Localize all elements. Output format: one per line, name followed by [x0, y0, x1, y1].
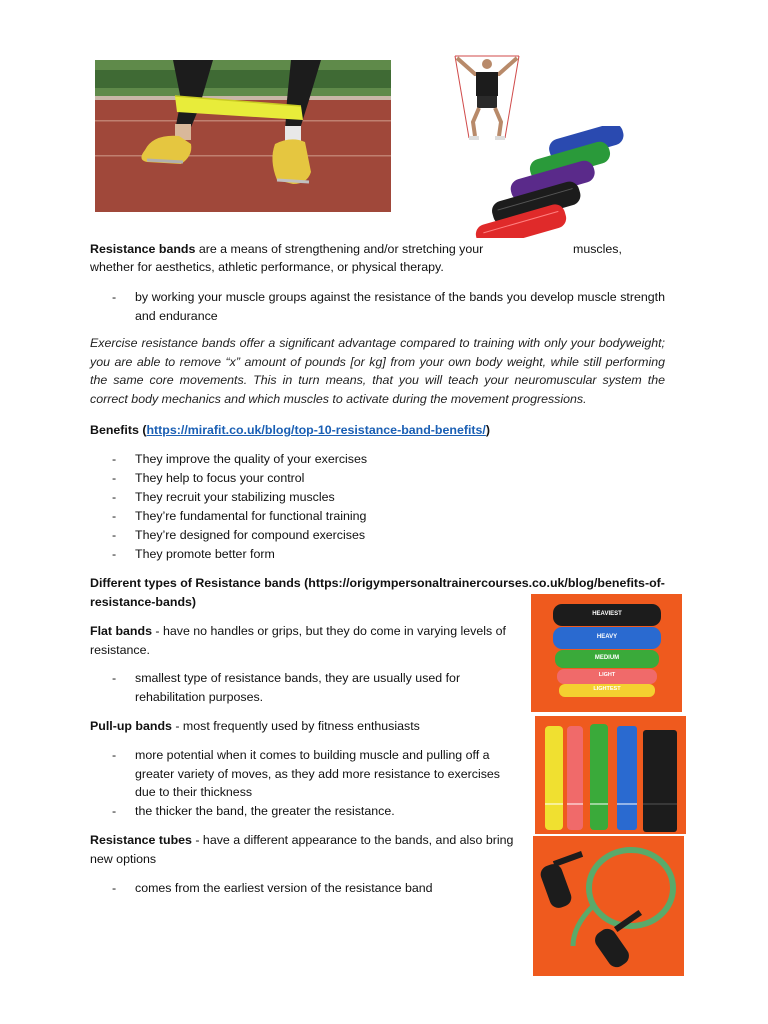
benefits-heading-close: ) [485, 423, 491, 437]
bullet-dash: - [112, 509, 117, 523]
bullet-dash: - [112, 290, 117, 304]
intro-bold: Resistance bands [90, 242, 196, 256]
bullet-dash: - [112, 452, 117, 466]
benefit-item-text: They help to focus your control [135, 471, 305, 485]
flat-bands-paragraph [90, 622, 514, 659]
types-heading: Different types of Resistance bands (https://origympersonaltrainercourses.co.uk/blog/benefits-of-resistance-bands) [90, 576, 665, 609]
intro-line-2: whether for aesthetics, athletic performance, or physical therapy. [90, 260, 444, 274]
pullup-bands-photo [535, 716, 686, 834]
pullup-bands-paragraph [90, 717, 520, 736]
band-set-photo [466, 126, 638, 238]
intro-muscles: muscles, [573, 242, 622, 256]
band-label-lightest: LIGHTEST [593, 686, 621, 692]
tubes-desc: - have a different appearance to the bands, and also bring new options [90, 833, 514, 866]
flat-bands-photo [531, 594, 682, 712]
benefits-link[interactable]: https://mirafit.co.uk/blog/top-10-resistance-band-benefits/ [146, 423, 486, 437]
benefit-item-text: They promote better form [135, 547, 275, 561]
intro-bullet-text: by working your muscle groups against the resistance of the bands you develop muscle strength and endurance [135, 290, 665, 323]
benefit-item-text: They improve the quality of your exercises [135, 452, 368, 466]
band-label-heaviest: HEAVIEST [592, 611, 622, 617]
pullup-bullet-text: the thicker the band, the greater the resistance. [135, 804, 395, 818]
tubes-paragraph [90, 831, 520, 868]
band-label-heavy: HEAVY [596, 634, 618, 640]
italic-paragraph: Exercise resistance bands offer a significant advantage compared to training with only your bodyweight; you are able to remove “x” amount of pounds [or kg] from your own body weight, while still performing the same core movements. This in turn means, that you will teach your neuromuscular system the correct body mechanics and which muscles to activate during the movement progressions. [90, 336, 665, 406]
band-label-medium: MEDIUM [594, 655, 620, 661]
resistance-tubes-photo [533, 836, 684, 976]
flat-bands-desc: - have no handles or grips, but they do come in varying levels of resistance. [90, 624, 506, 657]
flat-bands-bullet-text: smallest type of resistance bands, they are usually used for rehabilitation purposes. [135, 671, 461, 704]
bullet-dash: - [112, 881, 117, 895]
bullet-dash: - [112, 547, 117, 561]
bullet-dash: - [112, 528, 117, 542]
benefit-item-text: They recruit your stabilizing muscles [135, 490, 335, 504]
benefit-item-text: They’re designed for compound exercises [135, 528, 366, 542]
bullet-dash: - [112, 671, 117, 685]
band-label-light: LIGHT [598, 672, 616, 678]
bullet-dash: - [112, 804, 117, 818]
pullup-bands-desc: - most frequently used by fitness enthusiasts [171, 719, 420, 733]
bullet-dash: - [112, 748, 117, 762]
intro-line-1 [90, 240, 622, 259]
intro-text-1: are a means of strengthening and/or stretching your [195, 242, 484, 256]
benefit-item-text: They’re fundamental for functional training [135, 509, 367, 523]
legs-band-photo [95, 60, 391, 212]
flat-bands-name: Flat bands [90, 624, 152, 638]
tubes-name: Resistance tubes [90, 833, 192, 847]
pullup-bullet-text: more potential when it comes to building muscle and pulling off a greater variety of moves, as they add more resistance to exercises due to their thickness [135, 748, 500, 799]
bullet-dash: - [112, 471, 117, 485]
benefits-heading-label: Benefits ( [90, 423, 147, 437]
benefits-heading [90, 421, 490, 440]
pullup-bands-name: Pull-up bands [90, 719, 172, 733]
bullet-dash: - [112, 490, 117, 504]
tubes-bullet-text: comes from the earliest version of the resistance band [135, 881, 433, 895]
